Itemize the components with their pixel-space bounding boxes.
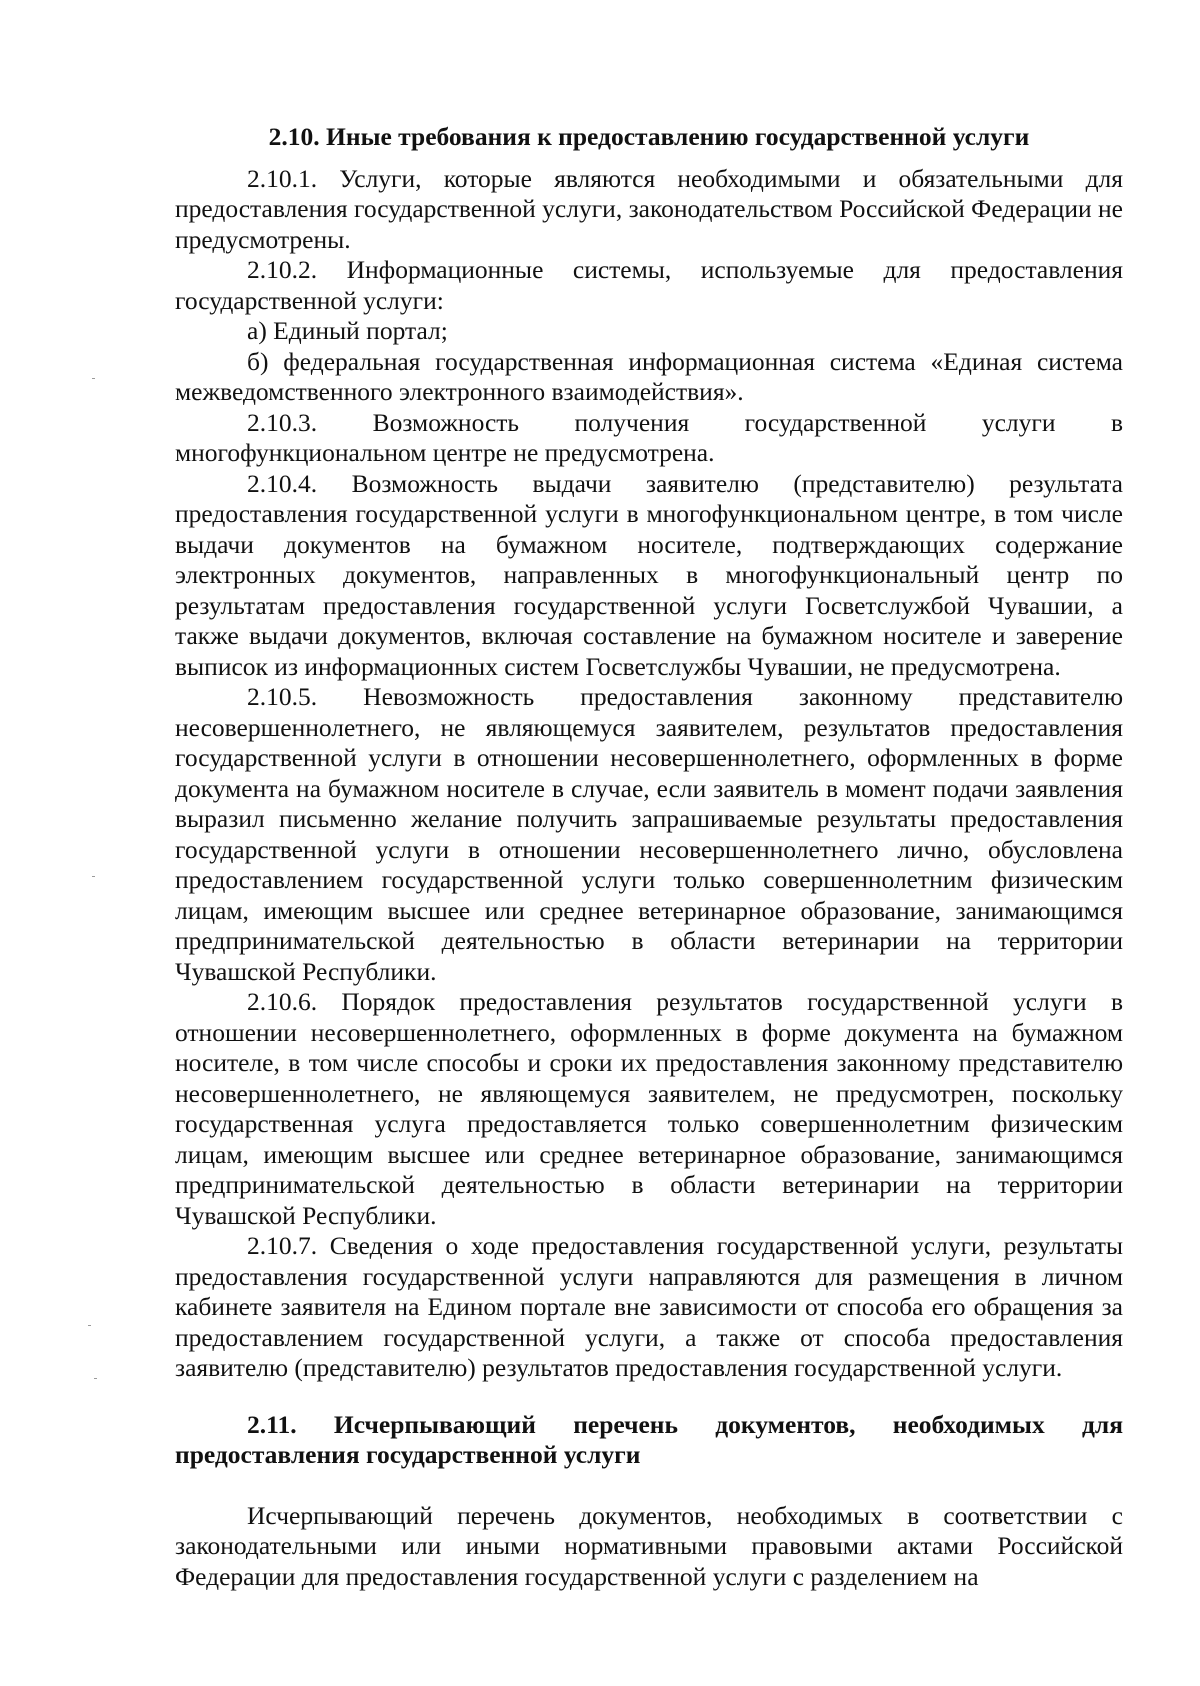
paragraph-2-10-1: 2.10.1. Услуги, которые являются необходимыми и обязательными для предоставления государственной услуги, законодательством Российской Федерации не предусмотрены. bbox=[175, 163, 1123, 254]
scan-speck bbox=[94, 1378, 97, 1379]
scan-speck bbox=[92, 876, 95, 877]
paragraph-2-10-5: 2.10.5. Невозможность предоставления законному представителю несовершеннолетнего, не являющемуся заявителем, результатов предоставления государственной услуги в отношении несовершеннолетнего, оформленных в форме документа на бумажном носителе в случае, если заявитель в момент подачи заявления выразил письменно желание получить запрашиваемые результаты предоставления государственной услуги в отношении несовершеннолетнего лично, обусловлена предоставлением государственной услуги только совершеннолетним физическим лицам, имеющим высшее или среднее ветеринарное образование, занимающимся предпринимательской деятельностью в области ветеринарии на территории Чувашской Республики. bbox=[175, 682, 1123, 986]
paragraph-2-10-6: 2.10.6. Порядок предоставления результатов государственной услуги в отношении несовершеннолетнего, оформленных в форме документа на бумажном носителе, в том числе способы и сроки их предоставления законному представителю несовершеннолетнего, не являющемуся заявителем, не предусмотрен, поскольку государственная услуга предоставляется только совершеннолетним физическим лицам, имеющим высшее или среднее ветеринарное образование, занимающимся предпринимательской деятельностью в области ветеринарии на территории Чувашской Республики. bbox=[175, 987, 1123, 1230]
paragraph-2-10-2: 2.10.2. Информационные системы, используемые для предоставления государственной услуги: bbox=[175, 255, 1123, 315]
section-heading-2-11: 2.11. Исчерпывающий перечень документов, необходимых для предоставления государственной услуги bbox=[175, 1409, 1123, 1469]
document-body bbox=[175, 122, 1123, 1592]
paragraph-2-10-7: 2.10.7. Сведения о ходе предоставления государственной услуги, результаты предоставления государственной услуги направляются для размещения в личном кабинете заявителя на Едином портале вне зависимости от способа его обращения за предоставлением государственной услуги, а также от способа предоставления заявителю (представителю) результатов предоставления государственной услуги. bbox=[175, 1231, 1123, 1382]
paragraph-2-10-4: 2.10.4. Возможность выдачи заявителю (представителю) результата предоставления государственной услуги в многофункциональном центре, в том числе выдачи документов на бумажном носителе, подтверждающих содержание электронных документов, направленных в многофункциональный центр по результатам предоставления государственной услуги Госветслужбой Чувашии, а также выдачи документов, включая составление на бумажном носителе и заверение выписок из информационных систем Госветслужбы Чувашии, не предусмотрена. bbox=[175, 468, 1123, 681]
list-item-a: а) Единый портал; bbox=[247, 316, 448, 345]
scan-speck bbox=[88, 1325, 91, 1326]
paragraph-2-10-3: 2.10.3. Возможность получения государственной услуги в многофункциональном центре не предусмотрена. bbox=[175, 407, 1123, 467]
scan-speck bbox=[92, 378, 95, 379]
paragraph-2-11-intro: Исчерпывающий перечень документов, необходимых в соответствии с законодательными или иными нормативными правовыми актами Российской Федерации для предоставления государственной услуги с разделением на bbox=[175, 1500, 1123, 1591]
list-item-b: б) федеральная государственная информационная система «Единая система межведомственного электронного взаимодействия». bbox=[175, 346, 1123, 406]
section-heading-2-10: 2.10. Иные требования к предоставлению государственной услуги bbox=[268, 122, 1030, 151]
